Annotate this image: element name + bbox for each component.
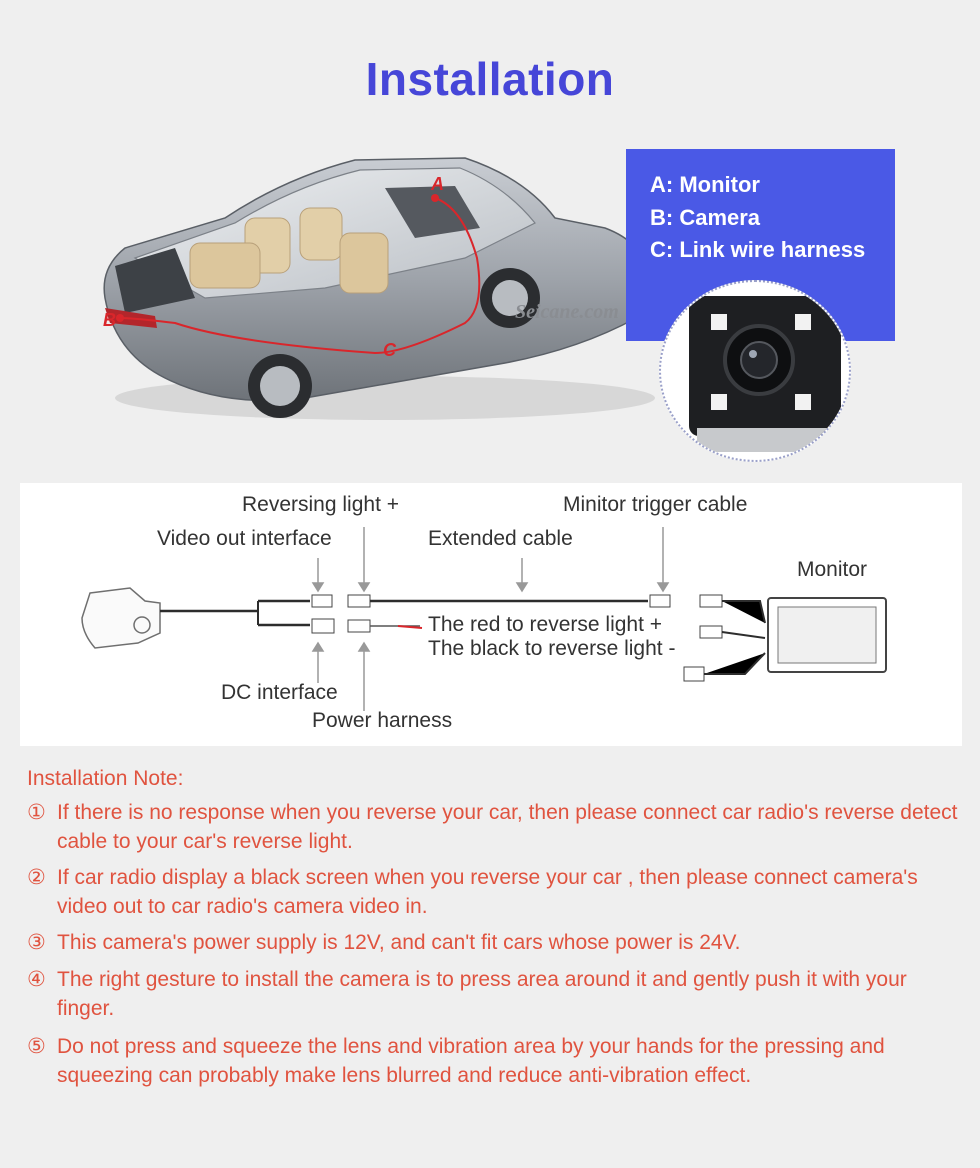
label-video-out: Video out interface (157, 527, 332, 550)
note-number: ⑤ (27, 1035, 46, 1058)
note-number: ③ (27, 931, 46, 954)
label-dc-interface: DC interface (221, 681, 338, 704)
page-title: Installation (365, 53, 615, 105)
note-item (27, 863, 972, 921)
marker-c: C (383, 340, 396, 360)
notes-heading: Installation Note: (27, 767, 184, 790)
note-number: ② (27, 866, 46, 889)
legend-item-monitor: A: Monitor (650, 172, 760, 197)
camera-icon (661, 282, 851, 462)
marker-b: B (103, 310, 116, 330)
note-number: ④ (27, 968, 46, 991)
label-black-wire: The black to reverse light - (428, 637, 676, 660)
label-red-wire: The red to reverse light + (428, 613, 663, 636)
legend-item-camera: B: Camera (650, 205, 761, 230)
label-extended-cable: Extended cable (428, 527, 573, 550)
label-monitor: Monitor (797, 558, 868, 581)
car-illustration (85, 148, 685, 428)
label-power-harness: Power harness (312, 709, 453, 732)
car-drawing (85, 148, 685, 428)
legend-item-harness: C: Link wire harness (650, 237, 866, 262)
marker-a: A (431, 174, 444, 194)
camera-closeup (659, 280, 851, 462)
watermark: Seicane.com (515, 301, 619, 323)
note-item (27, 928, 972, 957)
label-reversing-light: Reversing light + (242, 493, 399, 516)
note-text: Do not press and squeeze the lens and vibration area by your hands for the pressing and squeezing can probably make lens blurred and reduce anti-vibration effect. (57, 1035, 885, 1087)
note-item (27, 1032, 972, 1090)
note-text: The right gesture to install the camera is to press area around it and gently push it with your finger. (57, 968, 907, 1020)
note-text: If car radio display a black screen when you reverse your car , then please connect camera's video out to car radio's camera video in. (57, 866, 918, 918)
note-item (27, 798, 972, 856)
note-number: ① (27, 801, 46, 824)
note-item (27, 965, 972, 1023)
note-text: This camera's power supply is 12V, and can't fit cars whose power is 24V. (57, 931, 741, 954)
note-text: If there is no response when you reverse your car, then please connect car radio's reverse detect cable to your car's reverse light. (57, 801, 958, 853)
wiring-diagram (20, 483, 962, 746)
label-trigger-cable: Minitor trigger cable (563, 493, 748, 516)
